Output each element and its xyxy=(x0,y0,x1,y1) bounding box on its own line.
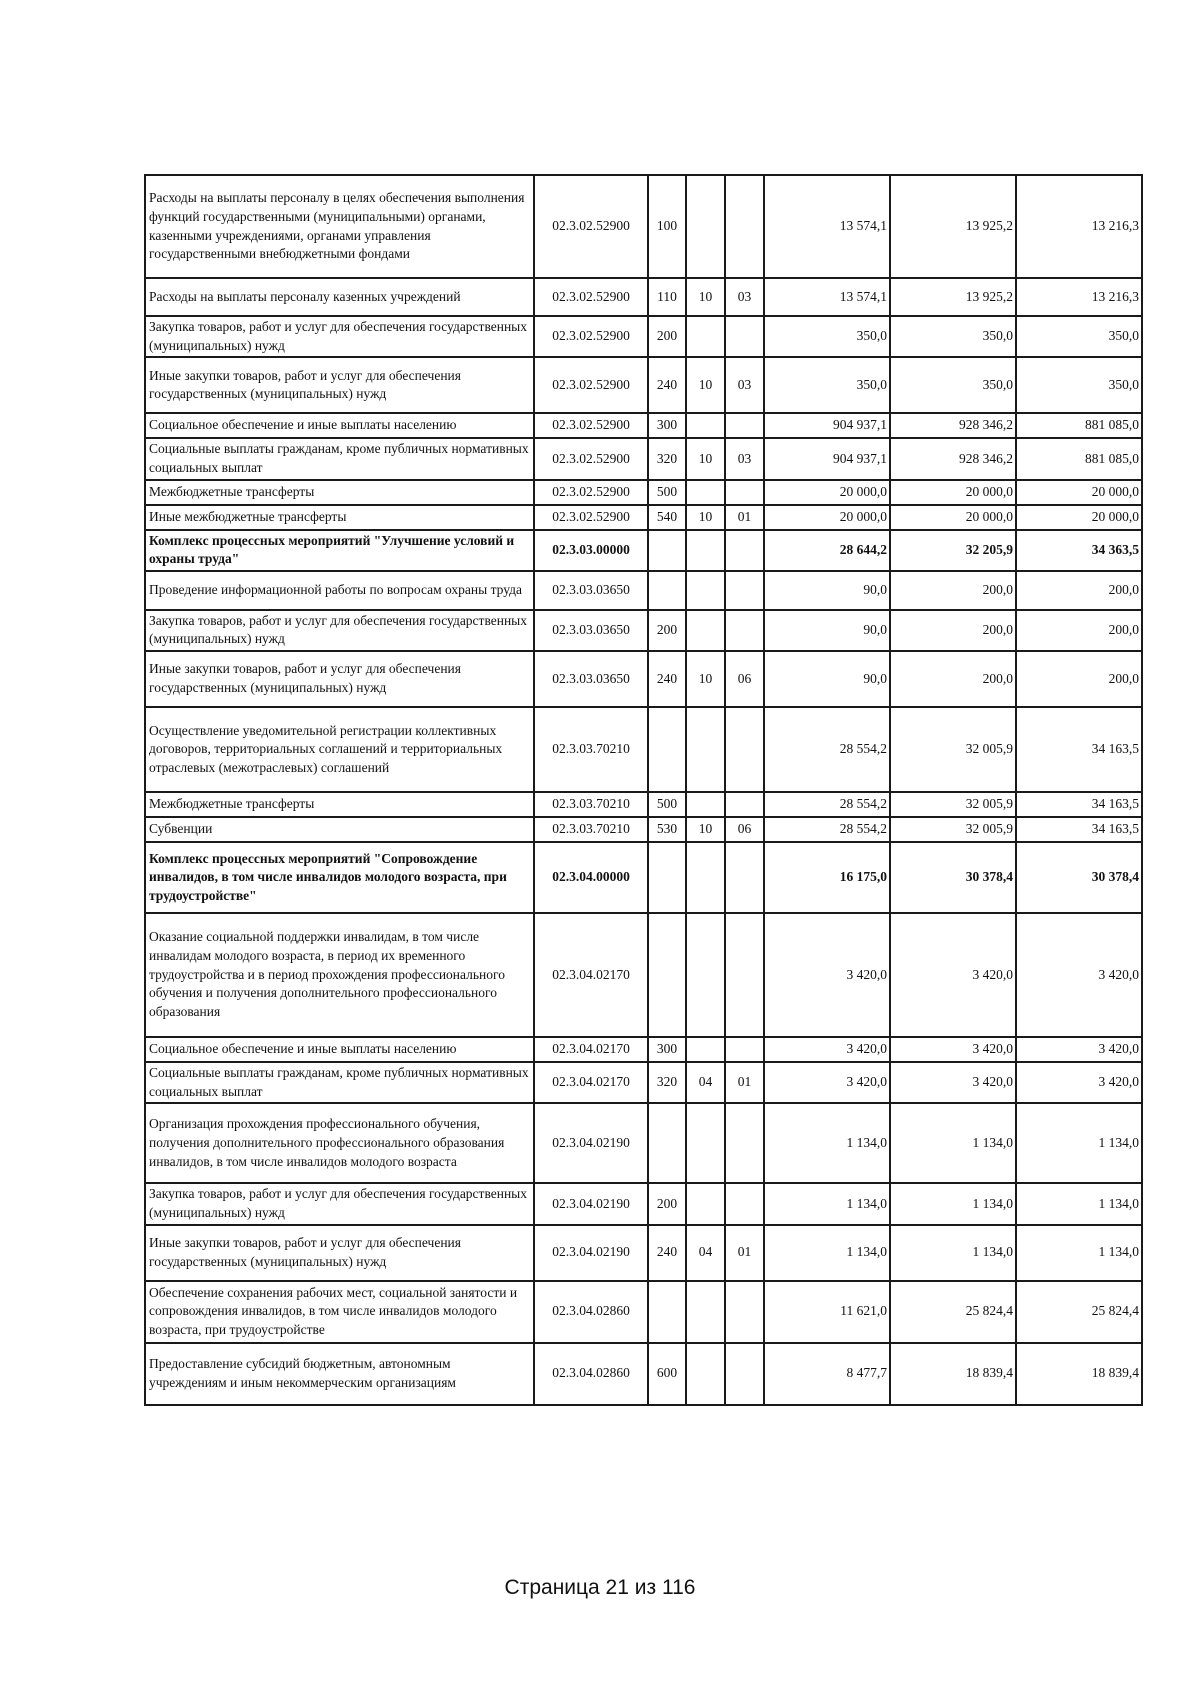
target-article-cell: 02.3.03.03650 xyxy=(534,610,648,651)
target-article-cell: 02.3.04.02190 xyxy=(534,1183,648,1224)
target-article-cell: 02.3.03.70210 xyxy=(534,792,648,817)
subsection-cell xyxy=(725,1183,764,1224)
amount-year3-cell: 200,0 xyxy=(1016,571,1142,610)
table-row xyxy=(145,1103,1142,1183)
target-article-cell: 02.3.04.02170 xyxy=(534,1037,648,1062)
section-cell xyxy=(686,1103,725,1183)
expense-type-cell xyxy=(648,1103,686,1183)
amount-year3-cell: 350,0 xyxy=(1016,316,1142,357)
amount-year3-cell: 20 000,0 xyxy=(1016,480,1142,505)
table-row xyxy=(145,530,1142,571)
table-row xyxy=(145,438,1142,479)
expense-name-cell: Межбюджетные трансферты xyxy=(145,480,534,505)
expense-type-cell xyxy=(648,842,686,913)
section-cell: 10 xyxy=(686,651,725,707)
subsection-cell xyxy=(725,1103,764,1183)
amount-year3-cell: 13 216,3 xyxy=(1016,278,1142,316)
subsection-cell: 03 xyxy=(725,357,764,413)
amount-year1-cell: 28 554,2 xyxy=(764,792,890,817)
table-row xyxy=(145,707,1142,792)
table-row xyxy=(145,413,1142,438)
section-cell xyxy=(686,1281,725,1343)
amount-year2-cell: 1 134,0 xyxy=(890,1183,1016,1224)
subsection-cell xyxy=(725,610,764,651)
section-cell xyxy=(686,413,725,438)
subsection-cell: 01 xyxy=(725,505,764,530)
expense-name-cell: Организация прохождения профессионального обучения, получения дополнительного профессионального образования инвалидов, в том числе инвалидов молодого возраста xyxy=(145,1103,534,1183)
amount-year1-cell: 28 554,2 xyxy=(764,707,890,792)
subsection-cell xyxy=(725,175,764,278)
expense-type-cell: 320 xyxy=(648,1062,686,1103)
expense-type-cell: 600 xyxy=(648,1343,686,1405)
subsection-cell xyxy=(725,913,764,1037)
expense-name-cell: Проведение информационной работы по вопросам охраны труда xyxy=(145,571,534,610)
amount-year1-cell: 28 554,2 xyxy=(764,817,890,842)
target-article-cell: 02.3.04.02860 xyxy=(534,1343,648,1405)
amount-year2-cell: 3 420,0 xyxy=(890,913,1016,1037)
expense-name-cell: Предоставление субсидий бюджетным, автономным учреждениям и иным некоммерческим организациям xyxy=(145,1343,534,1405)
expense-type-cell: 200 xyxy=(648,1183,686,1224)
amount-year1-cell: 1 134,0 xyxy=(764,1183,890,1224)
amount-year2-cell: 350,0 xyxy=(890,316,1016,357)
amount-year2-cell: 32 005,9 xyxy=(890,707,1016,792)
table-row xyxy=(145,817,1142,842)
table-row xyxy=(145,842,1142,913)
expense-name-cell: Обеспечение сохранения рабочих мест, социальной занятости и сопровождения инвалидов, в том числе инвалидов молодого возраста, при трудоустройстве xyxy=(145,1281,534,1343)
table-row xyxy=(145,480,1142,505)
table-row xyxy=(145,1281,1142,1343)
table-row xyxy=(145,571,1142,610)
amount-year2-cell: 32 005,9 xyxy=(890,792,1016,817)
expense-type-cell: 300 xyxy=(648,1037,686,1062)
amount-year2-cell: 32 005,9 xyxy=(890,817,1016,842)
subsection-cell xyxy=(725,413,764,438)
subsection-cell xyxy=(725,707,764,792)
target-article-cell: 02.3.04.02190 xyxy=(534,1103,648,1183)
section-cell xyxy=(686,530,725,571)
table-body xyxy=(145,175,1142,1405)
expense-type-cell xyxy=(648,913,686,1037)
expense-name-cell: Иные закупки товаров, работ и услуг для обеспечения государственных (муниципальных) нужд xyxy=(145,651,534,707)
expense-name-cell: Закупка товаров, работ и услуг для обеспечения государственных (муниципальных) нужд xyxy=(145,1183,534,1224)
amount-year1-cell: 13 574,1 xyxy=(764,175,890,278)
target-article-cell: 02.3.02.52900 xyxy=(534,316,648,357)
expense-type-cell: 240 xyxy=(648,651,686,707)
amount-year3-cell: 13 216,3 xyxy=(1016,175,1142,278)
expense-name-cell: Закупка товаров, работ и услуг для обеспечения государственных (муниципальных) нужд xyxy=(145,610,534,651)
amount-year1-cell: 3 420,0 xyxy=(764,913,890,1037)
amount-year1-cell: 11 621,0 xyxy=(764,1281,890,1343)
target-article-cell: 02.3.03.70210 xyxy=(534,817,648,842)
amount-year2-cell: 928 346,2 xyxy=(890,438,1016,479)
subsection-cell xyxy=(725,316,764,357)
expense-name-cell: Осуществление уведомительной регистрации коллективных договоров, территориальных соглашений и территориальных отраслевых (межотраслевых) соглашений xyxy=(145,707,534,792)
subsection-cell xyxy=(725,480,764,505)
section-cell: 10 xyxy=(686,438,725,479)
subsection-cell: 03 xyxy=(725,278,764,316)
expense-name-cell: Оказание социальной поддержки инвалидам, в том числе инвалидам молодого возраста, в период их временного трудоустройства и в период прохождения профессионального обучения и получения дополнительного профессионального образования xyxy=(145,913,534,1037)
amount-year1-cell: 90,0 xyxy=(764,651,890,707)
table-row xyxy=(145,1062,1142,1103)
expense-type-cell: 500 xyxy=(648,480,686,505)
table-row xyxy=(145,1037,1142,1062)
target-article-cell: 02.3.04.02190 xyxy=(534,1225,648,1281)
amount-year2-cell: 18 839,4 xyxy=(890,1343,1016,1405)
expense-type-cell: 240 xyxy=(648,357,686,413)
amount-year2-cell: 30 378,4 xyxy=(890,842,1016,913)
expense-type-cell: 320 xyxy=(648,438,686,479)
expense-name-cell: Иные закупки товаров, работ и услуг для обеспечения государственных (муниципальных) нужд xyxy=(145,1225,534,1281)
amount-year1-cell: 904 937,1 xyxy=(764,413,890,438)
expense-name-cell: Социальные выплаты гражданам, кроме публичных нормативных социальных выплат xyxy=(145,1062,534,1103)
amount-year1-cell: 20 000,0 xyxy=(764,480,890,505)
target-article-cell: 02.3.02.52900 xyxy=(534,413,648,438)
page-number: Страница 21 из 116 xyxy=(504,1576,696,1599)
section-cell xyxy=(686,1183,725,1224)
section-cell xyxy=(686,480,725,505)
expense-name-cell: Социальные выплаты гражданам, кроме публичных нормативных социальных выплат xyxy=(145,438,534,479)
target-article-cell: 02.3.04.02170 xyxy=(534,913,648,1037)
amount-year3-cell: 30 378,4 xyxy=(1016,842,1142,913)
expense-name-cell: Социальное обеспечение и иные выплаты населению xyxy=(145,413,534,438)
expense-type-cell xyxy=(648,707,686,792)
table-row xyxy=(145,357,1142,413)
section-cell: 04 xyxy=(686,1225,725,1281)
amount-year2-cell: 3 420,0 xyxy=(890,1062,1016,1103)
subsection-cell xyxy=(725,842,764,913)
amount-year3-cell: 881 085,0 xyxy=(1016,413,1142,438)
amount-year1-cell: 3 420,0 xyxy=(764,1062,890,1103)
amount-year3-cell: 20 000,0 xyxy=(1016,505,1142,530)
table-row xyxy=(145,610,1142,651)
amount-year3-cell: 881 085,0 xyxy=(1016,438,1142,479)
expense-type-cell: 110 xyxy=(648,278,686,316)
target-article-cell: 02.3.02.52900 xyxy=(534,278,648,316)
subsection-cell xyxy=(725,1343,764,1405)
expense-name-cell: Социальное обеспечение и иные выплаты населению xyxy=(145,1037,534,1062)
target-article-cell: 02.3.03.70210 xyxy=(534,707,648,792)
amount-year1-cell: 20 000,0 xyxy=(764,505,890,530)
table-row xyxy=(145,278,1142,316)
expense-name-cell: Иные закупки товаров, работ и услуг для обеспечения государственных (муниципальных) нужд xyxy=(145,357,534,413)
amount-year3-cell: 1 134,0 xyxy=(1016,1183,1142,1224)
budget-table xyxy=(144,174,1143,1406)
amount-year1-cell: 904 937,1 xyxy=(764,438,890,479)
target-article-cell: 02.3.03.03650 xyxy=(534,651,648,707)
amount-year2-cell: 350,0 xyxy=(890,357,1016,413)
amount-year3-cell: 18 839,4 xyxy=(1016,1343,1142,1405)
amount-year1-cell: 8 477,7 xyxy=(764,1343,890,1405)
table-row xyxy=(145,913,1142,1037)
table-row xyxy=(145,505,1142,530)
amount-year2-cell: 20 000,0 xyxy=(890,505,1016,530)
amount-year1-cell: 350,0 xyxy=(764,357,890,413)
amount-year2-cell: 25 824,4 xyxy=(890,1281,1016,1343)
section-cell: 10 xyxy=(686,505,725,530)
expense-type-cell: 200 xyxy=(648,610,686,651)
expense-type-cell: 300 xyxy=(648,413,686,438)
section-cell xyxy=(686,913,725,1037)
amount-year3-cell: 3 420,0 xyxy=(1016,1062,1142,1103)
target-article-cell: 02.3.02.52900 xyxy=(534,438,648,479)
table-row xyxy=(145,1225,1142,1281)
amount-year1-cell: 1 134,0 xyxy=(764,1103,890,1183)
amount-year1-cell: 350,0 xyxy=(764,316,890,357)
section-cell xyxy=(686,610,725,651)
expense-name-cell: Субвенции xyxy=(145,817,534,842)
target-article-cell: 02.3.02.52900 xyxy=(534,175,648,278)
amount-year3-cell: 1 134,0 xyxy=(1016,1103,1142,1183)
amount-year1-cell: 13 574,1 xyxy=(764,278,890,316)
table-row xyxy=(145,175,1142,278)
amount-year3-cell: 1 134,0 xyxy=(1016,1225,1142,1281)
amount-year3-cell: 34 163,5 xyxy=(1016,817,1142,842)
target-article-cell: 02.3.02.52900 xyxy=(534,480,648,505)
expense-type-cell: 200 xyxy=(648,316,686,357)
amount-year1-cell: 16 175,0 xyxy=(764,842,890,913)
expense-name-cell: Комплекс процессных мероприятий "Улучшение условий и охраны труда" xyxy=(145,530,534,571)
subsection-cell xyxy=(725,571,764,610)
table-row xyxy=(145,316,1142,357)
amount-year2-cell: 200,0 xyxy=(890,571,1016,610)
section-cell xyxy=(686,842,725,913)
amount-year2-cell: 3 420,0 xyxy=(890,1037,1016,1062)
amount-year3-cell: 200,0 xyxy=(1016,651,1142,707)
expense-name-cell: Комплекс процессных мероприятий "Сопровождение инвалидов, в том числе инвалидов молодого возраста, при трудоустройстве" xyxy=(145,842,534,913)
subsection-cell: 01 xyxy=(725,1062,764,1103)
subsection-cell: 01 xyxy=(725,1225,764,1281)
expense-type-cell: 100 xyxy=(648,175,686,278)
table-row xyxy=(145,1343,1142,1405)
section-cell xyxy=(686,1343,725,1405)
amount-year2-cell: 928 346,2 xyxy=(890,413,1016,438)
amount-year2-cell: 200,0 xyxy=(890,651,1016,707)
target-article-cell: 02.3.04.02170 xyxy=(534,1062,648,1103)
expense-type-cell xyxy=(648,1281,686,1343)
expense-name-cell: Межбюджетные трансферты xyxy=(145,792,534,817)
amount-year3-cell: 350,0 xyxy=(1016,357,1142,413)
section-cell xyxy=(686,707,725,792)
section-cell xyxy=(686,175,725,278)
expense-type-cell: 500 xyxy=(648,792,686,817)
expense-type-cell: 540 xyxy=(648,505,686,530)
amount-year2-cell: 1 134,0 xyxy=(890,1103,1016,1183)
amount-year2-cell: 1 134,0 xyxy=(890,1225,1016,1281)
target-article-cell: 02.3.04.02860 xyxy=(534,1281,648,1343)
amount-year1-cell: 3 420,0 xyxy=(764,1037,890,1062)
amount-year1-cell: 90,0 xyxy=(764,610,890,651)
subsection-cell xyxy=(725,1037,764,1062)
section-cell xyxy=(686,316,725,357)
expense-name-cell: Расходы на выплаты персоналу казенных учреждений xyxy=(145,278,534,316)
expense-name-cell: Закупка товаров, работ и услуг для обеспечения государственных (муниципальных) нужд xyxy=(145,316,534,357)
amount-year3-cell: 34 163,5 xyxy=(1016,792,1142,817)
expense-name-cell: Расходы на выплаты персоналу в целях обеспечения выполнения функций государственными (муниципальными) органами, казенными учреждениями, органами управления государственными внебюджетными фондами xyxy=(145,175,534,278)
target-article-cell: 02.3.02.52900 xyxy=(534,357,648,413)
subsection-cell xyxy=(725,1281,764,1343)
amount-year3-cell: 3 420,0 xyxy=(1016,1037,1142,1062)
section-cell xyxy=(686,792,725,817)
expense-name-cell: Иные межбюджетные трансферты xyxy=(145,505,534,530)
section-cell: 10 xyxy=(686,357,725,413)
target-article-cell: 02.3.03.00000 xyxy=(534,530,648,571)
subsection-cell xyxy=(725,792,764,817)
expense-type-cell: 240 xyxy=(648,1225,686,1281)
amount-year2-cell: 200,0 xyxy=(890,610,1016,651)
amount-year3-cell: 34 163,5 xyxy=(1016,707,1142,792)
target-article-cell: 02.3.03.03650 xyxy=(534,571,648,610)
target-article-cell: 02.3.02.52900 xyxy=(534,505,648,530)
section-cell xyxy=(686,1037,725,1062)
target-article-cell: 02.3.04.00000 xyxy=(534,842,648,913)
subsection-cell xyxy=(725,530,764,571)
amount-year2-cell: 13 925,2 xyxy=(890,278,1016,316)
expense-type-cell: 530 xyxy=(648,817,686,842)
amount-year1-cell: 90,0 xyxy=(764,571,890,610)
table-row xyxy=(145,651,1142,707)
table-row xyxy=(145,1183,1142,1224)
table-row xyxy=(145,792,1142,817)
subsection-cell: 03 xyxy=(725,438,764,479)
amount-year3-cell: 200,0 xyxy=(1016,610,1142,651)
amount-year1-cell: 28 644,2 xyxy=(764,530,890,571)
amount-year3-cell: 3 420,0 xyxy=(1016,913,1142,1037)
amount-year3-cell: 25 824,4 xyxy=(1016,1281,1142,1343)
section-cell: 04 xyxy=(686,1062,725,1103)
subsection-cell: 06 xyxy=(725,817,764,842)
subsection-cell: 06 xyxy=(725,651,764,707)
amount-year2-cell: 20 000,0 xyxy=(890,480,1016,505)
expense-type-cell xyxy=(648,530,686,571)
section-cell: 10 xyxy=(686,278,725,316)
section-cell: 10 xyxy=(686,817,725,842)
expense-type-cell xyxy=(648,571,686,610)
amount-year2-cell: 13 925,2 xyxy=(890,175,1016,278)
amount-year3-cell: 34 363,5 xyxy=(1016,530,1142,571)
section-cell xyxy=(686,571,725,610)
amount-year2-cell: 32 205,9 xyxy=(890,530,1016,571)
amount-year1-cell: 1 134,0 xyxy=(764,1225,890,1281)
